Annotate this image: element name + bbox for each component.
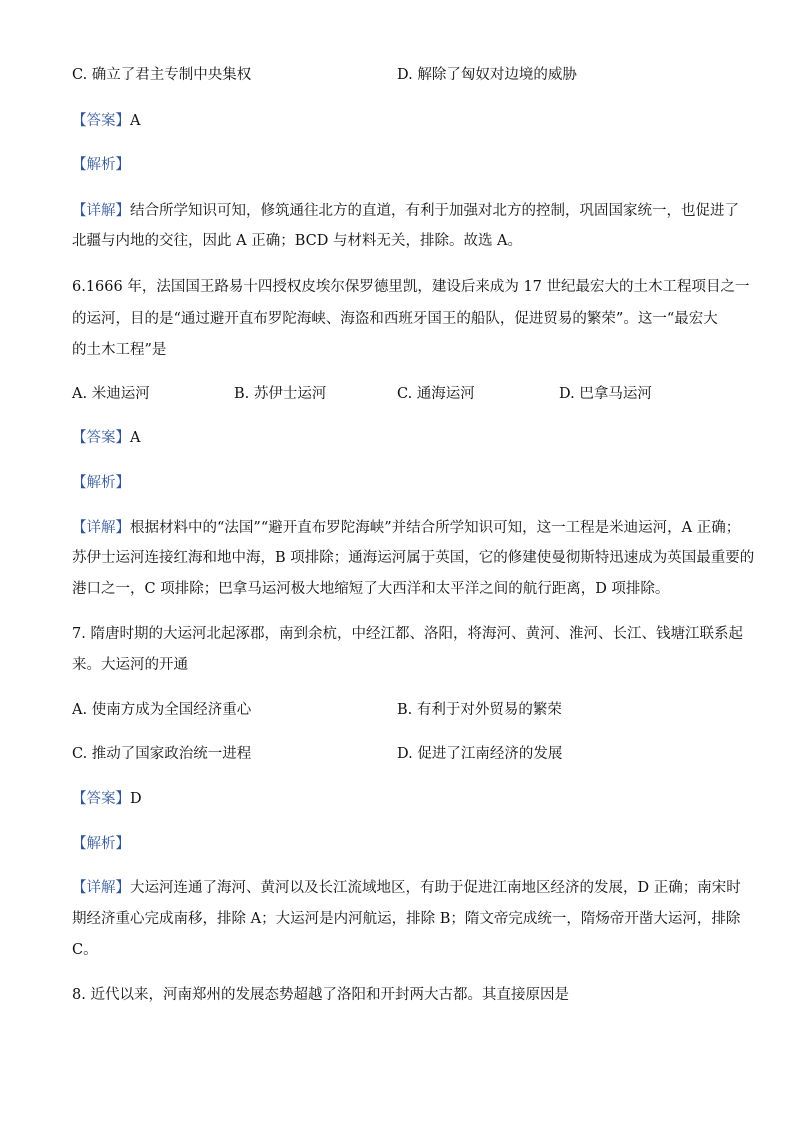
- q5-option-c: C. 确立了君主专制中央集权: [72, 67, 252, 83]
- answer-tag: 【答案】: [72, 113, 130, 129]
- q6-analysis-tag: [72, 474, 130, 492]
- detail-tag: 【详解】: [72, 203, 130, 219]
- q7-analysis-tag: [72, 835, 130, 853]
- q6-option-c: C. 通海运河: [397, 386, 475, 402]
- q7-option-a: A. 使南方成为全国经济重心: [72, 702, 252, 718]
- q6-option-d: D. 巴拿马运河: [559, 386, 652, 402]
- q5-detail-line-1: [72, 202, 739, 220]
- q6-detail-line-1: [72, 519, 740, 537]
- q5-analysis-tag: [72, 156, 130, 174]
- q5-answer: [72, 112, 140, 130]
- q7-stem-line-1: 7. 隋唐时期的大运河北起涿郡，南到余杭，中经江都、洛阳，将海河、黄河、淮河、长江、钱塘江联系起: [72, 626, 743, 642]
- q7-option-c: C. 推动了国家政治统一进程: [72, 746, 252, 762]
- answer-tag: 【答案】: [72, 791, 130, 807]
- answer-tag: 【答案】: [72, 430, 130, 446]
- detail-text: 结合所学知识可知，修筑通往北方的直道，有利于加强对北方的控制，巩固国家统一，也促进了: [130, 203, 739, 219]
- analysis-tag: 【解析】: [72, 836, 130, 852]
- analysis-tag: 【解析】: [72, 475, 130, 491]
- q7-detail-line-3: C。: [72, 942, 98, 958]
- q7-detail-line-2: 期经济重心完成南移，排除 A；大运河是内河航运，排除 B；隋文帝完成统一，隋炀帝开凿大运河，排除: [72, 911, 741, 927]
- detail-tag: 【详解】: [72, 520, 130, 536]
- q6-stem-line-1: 6.1666 年，法国国王路易十四授权皮埃尔保罗德里凯，建设后来成为 17 世纪最宏大的土木工程项目之一: [72, 279, 750, 295]
- q6-answer: [72, 429, 140, 447]
- detail-text: 大运河连通了海河、黄河以及长江流域地区，有助于促进江南地区经济的发展，D 正确；南宋时: [130, 880, 741, 896]
- q8-stem: 8. 近代以来，河南郑州的发展态势超越了洛阳和开封两大古都。其直接原因是: [72, 987, 569, 1003]
- q7-option-b: B. 有利于对外贸易的繁荣: [397, 702, 562, 718]
- answer-value: A: [130, 113, 141, 129]
- q6-stem-line-3: 的土木工程”是: [72, 342, 167, 358]
- answer-value: D: [130, 791, 142, 807]
- detail-text: 根据材料中的“法国”“避开直布罗陀海峡”并结合所学知识可知，这一工程是米迪运河，A 正确；: [130, 520, 741, 536]
- q7-detail-line-1: [72, 879, 741, 897]
- q6-detail-line-2: 苏伊士运河连接红海和地中海，B 项排除；通海运河属于英国，它的修建使曼彻斯特迅速成为英国最重要的: [72, 550, 755, 566]
- answer-value: A: [130, 430, 141, 446]
- q7-stem-line-2: 来。大运河的开通: [72, 657, 188, 673]
- q7-option-d: D. 促进了江南经济的发展: [397, 746, 563, 762]
- q6-option-b: B. 苏伊士运河: [234, 386, 327, 402]
- q5-option-d: D. 解除了匈奴对边境的威胁: [397, 67, 577, 83]
- q6-detail-line-3: 港口之一，C 项排除；巴拿马运河极大地缩短了大西洋和太平洋之间的航行距离，D 项排除。: [72, 581, 670, 597]
- q6-stem-line-2: 的运河，目的是“通过避开直布罗陀海峡、海盗和西班牙国王的船队，促进贸易的繁荣”。这一“最宏大: [72, 311, 718, 327]
- analysis-tag: 【解析】: [72, 157, 130, 173]
- detail-tag: 【详解】: [72, 880, 130, 896]
- q7-answer: [72, 790, 142, 808]
- q6-option-a: A. 米迪运河: [72, 386, 150, 402]
- q5-detail-line-2: 北疆与内地的交往，因此 A 正确；BCD 与材料无关，排除。故选 A。: [72, 233, 523, 249]
